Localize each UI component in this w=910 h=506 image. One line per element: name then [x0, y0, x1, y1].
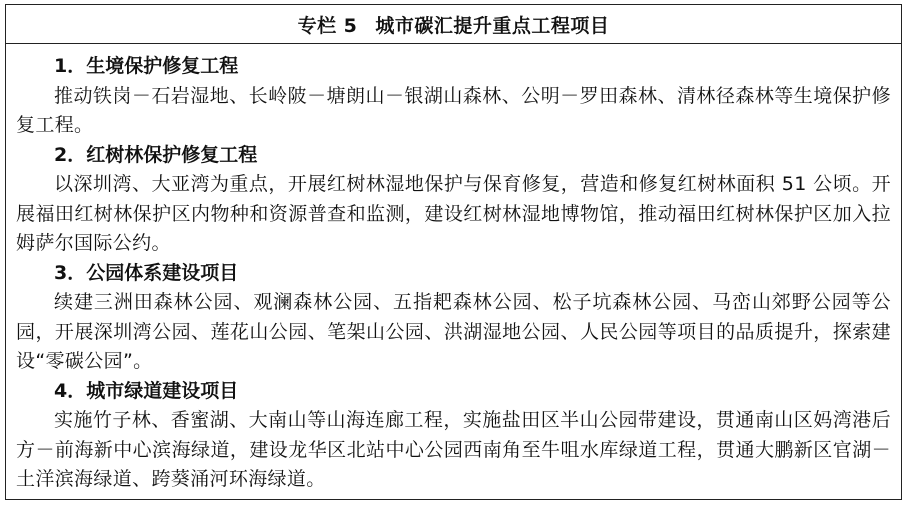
section-habitat [16, 52, 891, 141]
section-greenways [16, 377, 891, 495]
box-title-prefix: 专栏 5 [297, 14, 358, 37]
section-body: 以深圳湾、大亚湾为重点，开展红树林湿地保护与保育修复，营造和修复红树林面积 51 公顷。开展福田红树林保护区内物种和资源普查和监测，建设红树林湿地博物馆，推动福田红树林保护区加入拉姆萨尔国际公约。 [16, 173, 891, 254]
column-box [5, 4, 902, 500]
section-parks [16, 259, 891, 377]
section-heading: 1．生境保护修复工程 [54, 55, 239, 77]
section-body: 实施竹子林、香蜜湖、大南山等山海连廊工程，实施盐田区半山公园带建设，贯通南山区妈湾港后方－前海新中心滨海绿道，建设龙华区北站中心公园西南角至牛咀水库绿道工程，贯通大鹏新区官湖－土洋滨海绿道、跨葵涌河环海绿道。 [16, 409, 891, 490]
section-heading: 3．公园体系建设项目 [54, 261, 239, 284]
box-content [6, 44, 901, 495]
section-body: 续建三洲田森林公园、观澜森林公园、五指耙森林公园、松子坑森林公园、马峦山郊野公园等公园，开展深圳湾公园、莲花山公园、笔架山公园、洪湖湿地公园、人民公园等项目的品质提升，探索建设“零碳公园”。 [16, 291, 891, 372]
section-body: 推动铁岗－石岩湿地、长岭陂－塘朗山－银湖山森林、公明－罗田森林、清林径森林等生境保护修复工程。 [16, 84, 891, 136]
section-heading: 2．红树林保护修复工程 [54, 143, 258, 166]
box-title [6, 5, 901, 44]
box-title-text: 城市碳汇提升重点工程项目 [375, 14, 610, 37]
section-mangrove [16, 141, 891, 259]
section-heading: 4．城市绿道建设项目 [54, 379, 239, 402]
